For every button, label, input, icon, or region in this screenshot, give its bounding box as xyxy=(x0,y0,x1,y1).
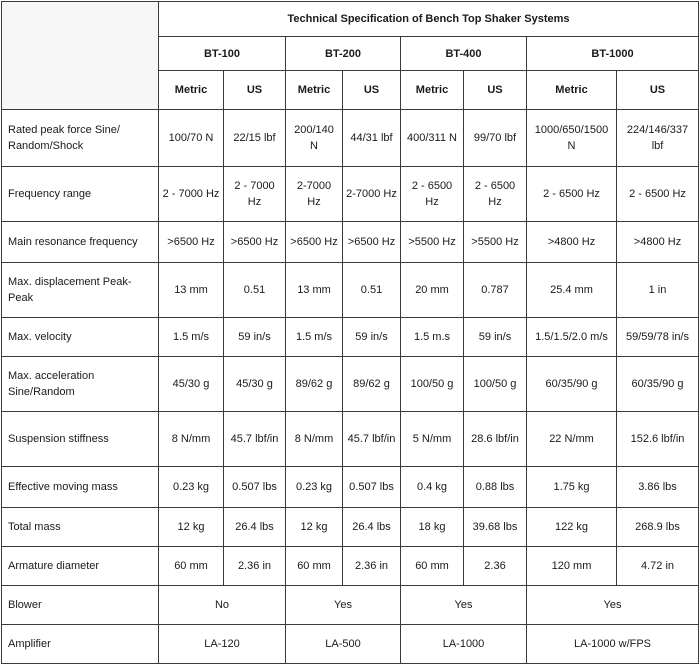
table-cell: 45.7 lbf/in xyxy=(224,412,286,467)
table-cell: 0.23 kg xyxy=(159,467,224,508)
table-cell: >5500 Hz xyxy=(464,222,527,263)
table-cell: 8 N/mm xyxy=(286,412,343,467)
table-cell: 45/30 g xyxy=(159,357,224,412)
table-cell: 12 kg xyxy=(159,508,224,547)
table-cell: 1000/650/1500 N xyxy=(527,110,617,167)
unit-header-metric: Metric xyxy=(159,71,224,110)
table-cell: 2-7000 Hz xyxy=(286,167,343,222)
table-cell: 268.9 lbs xyxy=(617,508,699,547)
table-cell: >5500 Hz xyxy=(401,222,464,263)
table-row xyxy=(2,222,699,263)
row-label: Max. acceleration Sine/Random xyxy=(2,357,159,412)
row-label: Suspension stiffness xyxy=(2,412,159,467)
merged-cell: LA-1000 xyxy=(401,625,527,664)
model-header-bt100: BT-100 xyxy=(159,37,286,71)
table-cell: 0.787 xyxy=(464,263,527,318)
row-label: Amplifier xyxy=(2,625,159,664)
table-cell: 25.4 mm xyxy=(527,263,617,318)
table-cell: 13 mm xyxy=(159,263,224,318)
model-header-bt1000: BT-1000 xyxy=(527,37,699,71)
unit-header-us: US xyxy=(617,71,699,110)
table-cell: 2 - 6500 Hz xyxy=(464,167,527,222)
table-cell: 224/146/337 lbf xyxy=(617,110,699,167)
table-cell: 0.507 lbs xyxy=(343,467,401,508)
unit-header-us: US xyxy=(224,71,286,110)
table-cell: 0.51 xyxy=(343,263,401,318)
table-cell: 0.507 lbs xyxy=(224,467,286,508)
table-cell: 12 kg xyxy=(286,508,343,547)
table-title: Technical Specification of Bench Top Shaker Systems xyxy=(159,2,699,37)
table-row xyxy=(2,357,699,412)
table-cell: 2 - 6500 Hz xyxy=(401,167,464,222)
table-cell: 2.36 in xyxy=(224,547,286,586)
unit-header-us: US xyxy=(343,71,401,110)
table-cell: 89/62 g xyxy=(286,357,343,412)
table-cell: 1.5/1.5/2.0 m/s xyxy=(527,318,617,357)
row-label: Effective moving mass xyxy=(2,467,159,508)
merged-cell: Yes xyxy=(527,586,699,625)
table-cell: >6500 Hz xyxy=(224,222,286,263)
table-cell: 45/30 g xyxy=(224,357,286,412)
table-cell: 2 - 7000 Hz xyxy=(159,167,224,222)
table-cell: 44/31 lbf xyxy=(343,110,401,167)
table-cell: 60 mm xyxy=(159,547,224,586)
table-cell: 1.75 kg xyxy=(527,467,617,508)
table-cell: 22 N/mm xyxy=(527,412,617,467)
merged-cell: LA-500 xyxy=(286,625,401,664)
table-cell: 26.4 lbs xyxy=(343,508,401,547)
table-row xyxy=(2,467,699,508)
table-row xyxy=(2,412,699,467)
table-cell: 0.88 lbs xyxy=(464,467,527,508)
table-cell: 60 mm xyxy=(286,547,343,586)
table-cell: 5 N/mm xyxy=(401,412,464,467)
model-header-bt400: BT-400 xyxy=(401,37,527,71)
table-cell: 0.4 kg xyxy=(401,467,464,508)
table-cell: >6500 Hz xyxy=(286,222,343,263)
row-label: Rated peak force Sine/ Random/Shock xyxy=(2,110,159,167)
table-cell: 100/50 g xyxy=(464,357,527,412)
table-cell: 1 in xyxy=(617,263,699,318)
merged-cell: LA-1000 w/FPS xyxy=(527,625,699,664)
unit-header-metric: Metric xyxy=(401,71,464,110)
table-cell: 60/35/90 g xyxy=(527,357,617,412)
table-cell: >4800 Hz xyxy=(527,222,617,263)
model-header-bt200: BT-200 xyxy=(286,37,401,71)
table-cell: 22/15 lbf xyxy=(224,110,286,167)
row-label: Max. velocity xyxy=(2,318,159,357)
row-label: Max. displacement Peak-Peak xyxy=(2,263,159,318)
table-cell: 99/70 lbf xyxy=(464,110,527,167)
unit-header-us: US xyxy=(464,71,527,110)
table-cell: 28.6 lbf/in xyxy=(464,412,527,467)
table-cell: >6500 Hz xyxy=(343,222,401,263)
table-cell: 59 in/s xyxy=(464,318,527,357)
merged-cell: Yes xyxy=(286,586,401,625)
table-cell: 0.51 xyxy=(224,263,286,318)
table-cell: 100/50 g xyxy=(401,357,464,412)
table-cell: 59/59/78 in/s xyxy=(617,318,699,357)
merged-cell: No xyxy=(159,586,286,625)
table-row xyxy=(2,263,699,318)
table-cell: 20 mm xyxy=(401,263,464,318)
row-label: Main resonance frequency xyxy=(2,222,159,263)
table-cell: >4800 Hz xyxy=(617,222,699,263)
table-cell: >6500 Hz xyxy=(159,222,224,263)
table-cell: 59 in/s xyxy=(343,318,401,357)
spec-table xyxy=(1,1,699,664)
table-cell: 60 mm xyxy=(401,547,464,586)
row-label: Frequency range xyxy=(2,167,159,222)
table-cell: 152.6 lbf/in xyxy=(617,412,699,467)
unit-header-metric: Metric xyxy=(527,71,617,110)
table-cell: 2.36 xyxy=(464,547,527,586)
table-cell: 122 kg xyxy=(527,508,617,547)
table-cell: 26.4 lbs xyxy=(224,508,286,547)
table-cell: 60/35/90 g xyxy=(617,357,699,412)
merged-cell: Yes xyxy=(401,586,527,625)
table-cell: 4.72 in xyxy=(617,547,699,586)
table-cell: 100/70 N xyxy=(159,110,224,167)
table-cell: 89/62 g xyxy=(343,357,401,412)
table-row xyxy=(2,625,699,664)
unit-header-metric: Metric xyxy=(286,71,343,110)
table-cell: 2 - 6500 Hz xyxy=(527,167,617,222)
table-cell: 8 N/mm xyxy=(159,412,224,467)
table-cell: 2 - 7000 Hz xyxy=(224,167,286,222)
table-cell: 400/311 N xyxy=(401,110,464,167)
row-label: Total mass xyxy=(2,508,159,547)
table-row xyxy=(2,508,699,547)
table-cell: 2-7000 Hz xyxy=(343,167,401,222)
table-cell: 59 in/s xyxy=(224,318,286,357)
row-label: Blower xyxy=(2,586,159,625)
table-cell: 1.5 m/s xyxy=(159,318,224,357)
table-cell: 1.5 m/s xyxy=(286,318,343,357)
row-label: Armature diameter xyxy=(2,547,159,586)
table-row xyxy=(2,547,699,586)
table-cell: 18 kg xyxy=(401,508,464,547)
table-cell: 2 - 6500 Hz xyxy=(617,167,699,222)
merged-cell: LA-120 xyxy=(159,625,286,664)
table-cell: 13 mm xyxy=(286,263,343,318)
table-cell: 3.86 lbs xyxy=(617,467,699,508)
corner-cell xyxy=(2,2,159,110)
table-cell: 200/140 N xyxy=(286,110,343,167)
table-cell: 0.23 kg xyxy=(286,467,343,508)
table-cell: 39.68 lbs xyxy=(464,508,527,547)
table-row xyxy=(2,167,699,222)
table-row xyxy=(2,318,699,357)
table-cell: 45.7 lbf/in xyxy=(343,412,401,467)
table-cell: 1.5 m.s xyxy=(401,318,464,357)
table-row xyxy=(2,586,699,625)
table-cell: 120 mm xyxy=(527,547,617,586)
table-cell: 2.36 in xyxy=(343,547,401,586)
table-row xyxy=(2,110,699,167)
